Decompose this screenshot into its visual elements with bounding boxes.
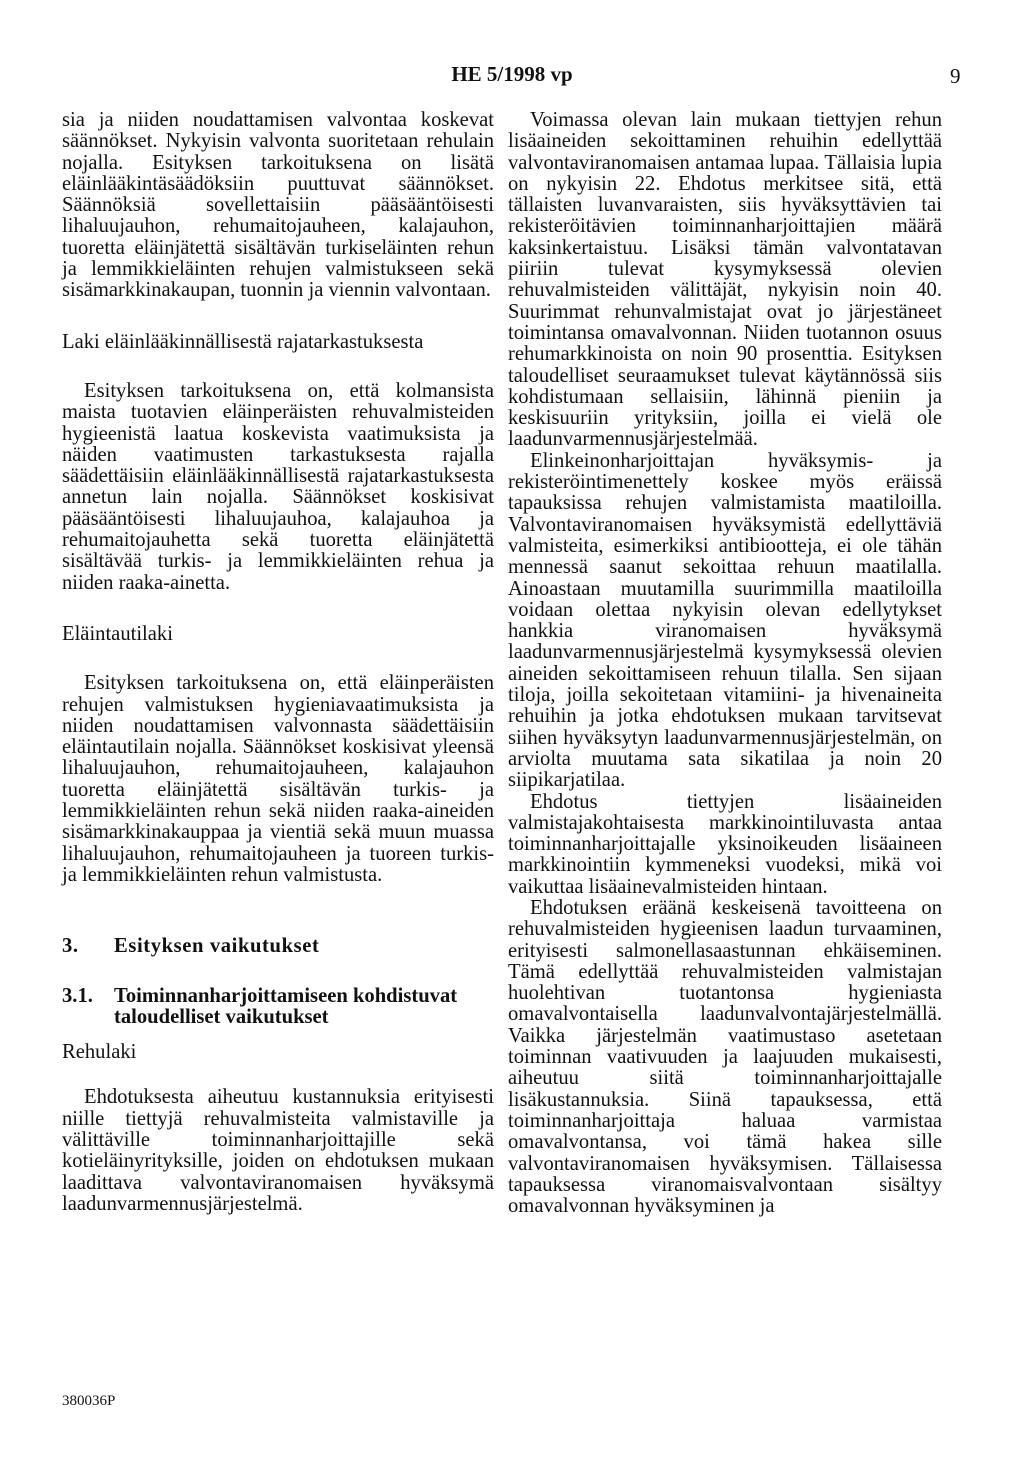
section-heading-rehulaki: Rehulaki	[62, 1041, 137, 1064]
body-paragraph: Elinkeinonharjoittajan hyväksymis- ja rekisteröintimenettely koskee myös eräissä tapauksissa rehujen valmistamista maatiloilla. Valvontaviranomaisen hyväksymistä edellyttäviä valmisteita, esimerkiksi antibiootteja, ei ole tähän mennessä saanut sekoittaa rehuun maatilalla. Ainoastaan muutamilla suurimmilla maatiloilla voidaan olettaa nykyisin olevan edellytykset hankkia viranomaisen hyväksymä laadunvarmennusjärjestelmä kysymyksessä olevien aineiden sekoittamiseen rehuun tilalla. Sen sijaan tiloja, joilla sekoitetaan vitamiini- ja hivenaineita rehuihin ja jotka ehdotuksen mukaan tarvitsevat siihen hyväksytyn laadunvarmennusjärjestelmän, on arviolta muutama sata sikatilaa ja noin 20 siipikarjatilaa.	[508, 449, 942, 792]
running-header-title: HE 5/1998 vp	[451, 62, 573, 86]
section-heading-rajatarkastus: Laki eläinlääkinnällisestä rajatarkastuksesta	[62, 330, 424, 353]
section-heading-elaintautilaki: Eläintautilaki	[62, 622, 173, 645]
body-paragraph: Esityksen tarkoituksena on, että eläinperäisten rehujen valmistuksen hygieniavaatimuksista ja niiden noudattamisen valvonnasta säädettäisiin eläintautilain nojalla. Säännökset koskisivat yleensä lihaluujauhon, rehumaitojauheen, kalajauhon tuoretta eläinjätettä sisältävän turkis- ja lemmikkieläinten rehun sekä niiden raaka-aineiden sisämarkkinakauppaa ja vientiä sekä muun muassa lihaluujauhon, rehumaitojauheen ja tuoreen turkis- ja lemmikkieläinten rehun valmistusta.	[62, 672, 494, 886]
page-number: 9	[950, 64, 961, 88]
section-3-heading	[62, 936, 494, 957]
section-3-title: Esityksen vaikutukset	[114, 935, 320, 958]
body-paragraph: Voimassa olevan lain mukaan tiettyjen rehun lisäaineiden sekoittaminen rehuihin edellyttää valvontaviranomaisen antamaa lupaa. Tällaisia lupia on nykyisin 22. Ehdotus merkitsee sitä, että tällaisten luvanvaraisten, siis hyväksyttävien tai rekisteröitävien toiminnanharjoittajien määrä kaksinkertaistuu. Lisäksi tämän valvontatavan piiriin tulevat kysymyksessä olevien rehuvalmisteiden välittäjät, nykyisin noin 40. Suurimmat rehunvalmistajat ovat jo järjestäneet toimintansa omavalvonnan. Niiden tuotannon osuus rehumarkkinoista on noin 90 prosenttia. Esityksen taloudelliset seuraamukset tulevat käytännössä siis kohdistumaan sellaisiin, lähinnä pieniin ja keskisuuriin yrityksiin, joilla ei vielä ole laadunvarmennusjärjestelmää.	[508, 109, 942, 451]
body-paragraph: Esityksen tarkoituksena on, että kolmansista maista tuotavien eläinperäisten rehuvalmisteiden hygieenistä laatua koskevista vaatimuksista ja näiden vaatimusten tarkastuksesta rajalla säädettäisiin eläinlääkinnällisestä rajatarkastuksesta annetun lain nojalla. Säännökset koskisivat pääsääntöisesti lihaluujauhoa, kalajauhoa ja rehumaitojauhetta sekä tuoretta eläinjätettä sisältävää turkis- ja lemmikkieläinten rehua ja niiden raaka-ainetta.	[62, 379, 494, 594]
section-3-number: 3.	[62, 935, 79, 958]
document-code: 380036P	[62, 1393, 116, 1409]
body-paragraph: sia ja niiden noudattamisen valvontaa koskevat säännökset. Nykyisin valvonta suoritetaan rehulain nojalla. Esityksen tarkoituksena on lisätä eläinlääkintäsäädöksiin puuttuvat säännökset. Säännöksiä sovellettaisiin pääsääntöisesti lihaluujauhon, rehumaitojauheen, kalajauhon, tuoretta eläinjätettä sisältävän turkiseläinten rehun ja lemmikkieläinten rehujen valmistukseen sekä sisämarkkinakaupan, tuonnin ja viennin valvontaan.	[62, 109, 494, 302]
body-paragraph: Ehdotus tiettyjen lisäaineiden valmistajakohtaisesta markkinointiluvasta antaa toiminnanharjoittajalle yksinoikeuden lisäaineen markkinointiin kymmeneksi vuodeksi, mikä voi vaikuttaa lisäainevalmisteiden hintaan.	[508, 790, 942, 898]
section-3-1-title: Toiminnanharjoittamiseen kohdistuvat taloudelliset vaikutukset	[114, 984, 458, 1028]
left-column	[62, 110, 494, 1215]
right-column	[508, 110, 942, 1217]
section-3-1-number: 3.1.	[62, 984, 93, 1007]
body-paragraph: Ehdotuksen eräänä keskeisenä tavoitteena on rehuvalmisteiden hygieenisen laadun turvaaminen, erityisesti salmonellasaastunnan ehkäiseminen. Tämä edellyttää rehuvalmisteiden valmistajan huolehtivan tuotantonsa hygieniasta omavalvontaisella laadunvalvontajärjestelmällä. Vaikka järjestelmän vaatimustaso asetetaan toiminnan vaativuuden ja laajuuden mukaisesti, aiheutuu siitä toiminnanharjoittajalle lisäkustannuksia. Siinä tapauksessa, että toiminnanharjoittaja haluaa varmistaa omavalvontansa, voi tämä hakea sille valvontaviranomaisen hyväksymisen. Tällaisessa tapauksessa viranomaisvalvontaan sisältyy omavalvonnan hyväksyminen ja	[508, 896, 942, 1218]
body-paragraph: Ehdotuksesta aiheutuu kustannuksia erityisesti niille tiettyjä rehuvalmisteita valmistaville ja välittäville toiminnanharjoittajille sekä kotieläinyrityksille, joiden on ehdotuksen mukaan laadittava valvontaviranomaisen hyväksymä laadunvarmennusjärjestelmä.	[62, 1086, 494, 1215]
section-3-1-heading	[62, 986, 494, 1029]
